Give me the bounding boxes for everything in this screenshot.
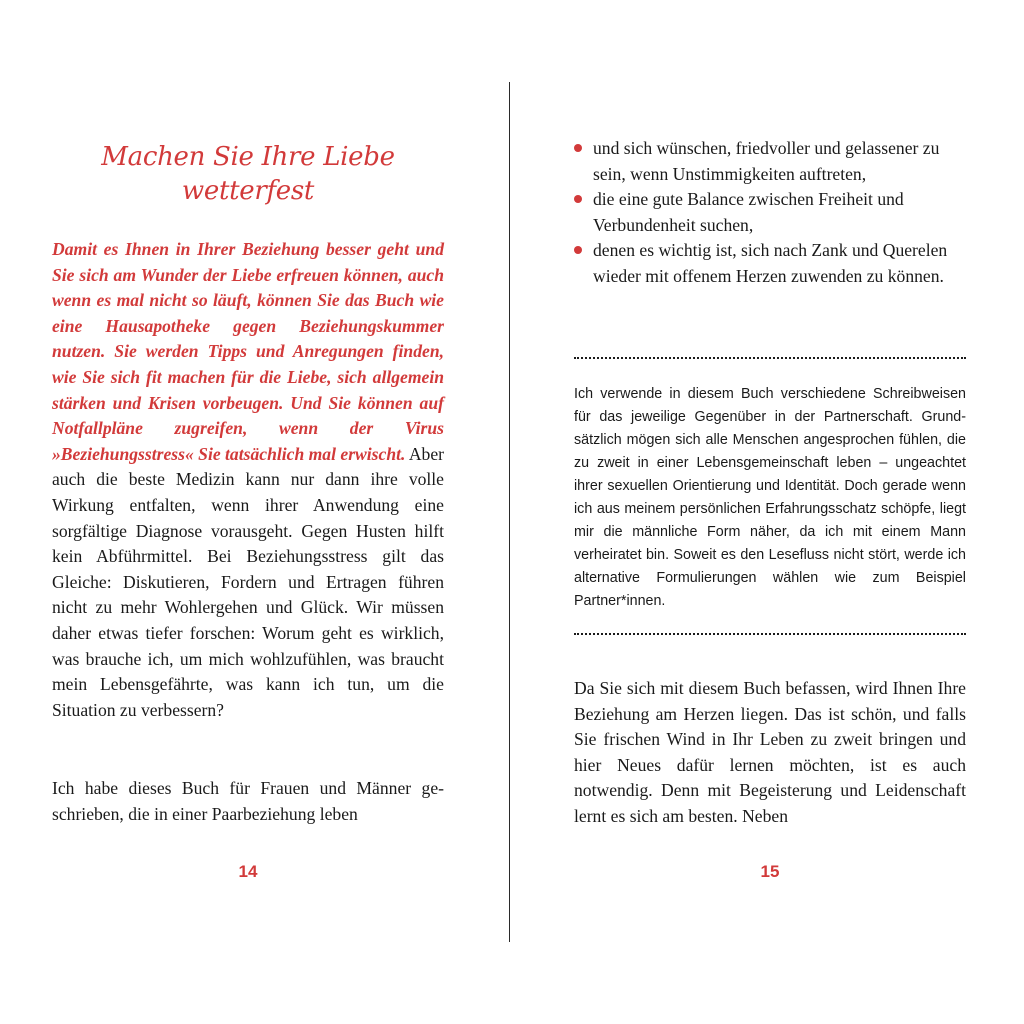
list-item-text: denen es wichtig ist, sich nach Zank und Querelen wieder mit offenem Herzen zuwenden zu können.	[593, 240, 948, 286]
intro-paragraph	[52, 237, 444, 723]
chapter-title	[52, 140, 444, 208]
list-item-text: die eine gute Balance zwischen Freiheit und Verbundenheit suchen,	[593, 189, 904, 235]
dotted-divider-top	[574, 357, 966, 359]
bullet-dot-icon	[574, 195, 582, 203]
intro-highlight-text: Damit es Ihnen in Ihrer Beziehung besser geht und Sie sich am Wunder der Liebe erfreuen können, auch wenn es mal nicht so läuft, können Sie das Buch wie eine Hausapotheke gegen Beziehungskummer nutzen. Sie werden Tipps und Anregungen finden, wie Sie sich fit machen für die Liebe, sich allgemein stärken und Krisen vorbeugen. Und Sie können auf Notfallpläne zugreifen, wenn der Virus »Beziehungsstress« Sie tatsächlich mal erwischt.	[52, 239, 444, 464]
chapter-title-line-1: Machen Sie Ihre Liebe	[101, 142, 395, 172]
page-number-right: 15	[760, 862, 780, 881]
body-paragraph-right: Da Sie sich mit diesem Buch befassen, wird Ihnen Ihre Beziehung am Herzen liegen. Das ist schön, und falls Sie frischen Wind in Ihr Leben zu zweit bringen und hier Neues dafür lernen möchten, ist es auch notwendig. Denn mit Begeisterung und Leidenschaft lernt es sich am besten. Neben	[574, 678, 966, 826]
chapter-title-line-2: wetterfest	[181, 176, 315, 206]
list-item	[574, 238, 966, 289]
bullet-dot-icon	[574, 246, 582, 254]
note-box-text: Ich verwende in diesem Buch verschiedene Schreibweisen für das jeweilige Gegenüber in der Partnerschaft. Grundsätzlich mögen sich alle Menschen angesprochen fühlen, die zu zweit in einer Lebensgemeinschaft leben – ungeachtet ihrer sexuellen Orientierung und Identität. Doch gerade wenn ich aus meinem persönlichen Erfahrungsschatz schöpfe, liegt mir die männliche Form näher, da ich mit einem Mann verheiratet bin. Soweit es den Lesefluss nicht stört, werde ich alternative Formulierungen wählen wie zum Beispiel Partner*innen.	[574, 386, 966, 609]
bullet-dot-icon	[574, 144, 582, 152]
list-item	[574, 187, 966, 238]
book-spine	[509, 82, 510, 942]
intro-body-text: Aber auch die beste Medizin kann nur dann ihre volle Wirkung entfalten, wenn ihrer Anwendung eine sorgfältige Diagnose vorausgeht. Gegen Husten hilft kein Abführmittel. Bei Beziehungsstress gilt das Gleiche: Diskutieren, Fordern und Ertragen führen nicht zu mehr Wohlergehen und Glück. Wir müssen daher etwas tiefer forschen: Worum geht es wirklich, was brauche ich, um mich wohlzufühlen, was braucht mein Lebensgefährte, was kann ich tun, um die Situation zu verbessern?	[52, 443, 445, 720]
list-item-text: und sich wünschen, friedvoller und gelassener zu sein, wenn Unstimmigkeiten auftreten,	[593, 138, 940, 184]
list-item	[574, 136, 966, 187]
dotted-divider-bottom	[574, 633, 966, 635]
body-paragraph-2: Ich habe dieses Buch für Frauen und Männer geschrieben, die in einer Paarbeziehung leben	[52, 778, 444, 824]
bullet-list	[574, 136, 966, 290]
page-number-left: 14	[238, 862, 258, 881]
